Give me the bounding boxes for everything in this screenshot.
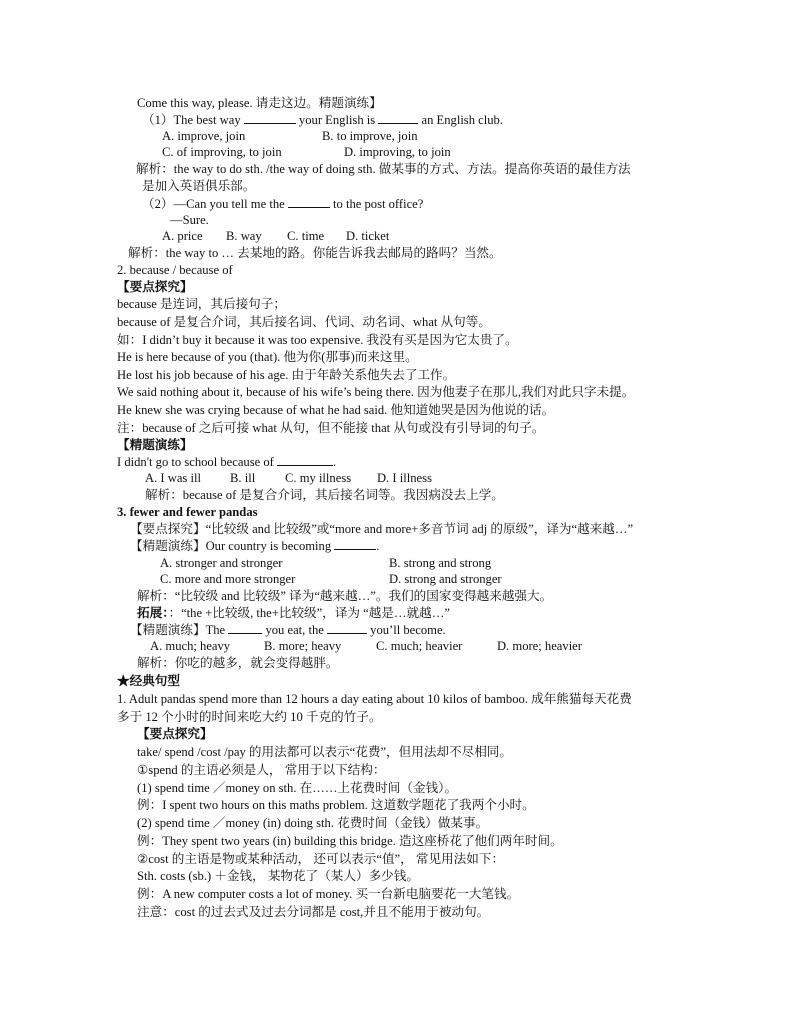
option-a: A. stronger and stronger [160, 556, 283, 570]
option-b: B. more; heavy [264, 639, 342, 653]
text-line: because of 是复合介词，其后接名词、代词、动名词、what 从句等。 [117, 315, 491, 329]
question-4-part-a: 【精题演练】Our country is becoming [130, 539, 335, 553]
analysis-text: 解析：the way to … 去某地的路。你能告诉我去邮局的路吗？当然。 [128, 246, 502, 260]
text-line: 【要点探究】“比较级 and 比较级”或“more and more+多音节词 adj 的原级”，译为“越来越…” [130, 522, 634, 536]
text-line: 多于 12 个小时的时间来吃大约 10 千克的竹子。 [117, 710, 382, 724]
question-5-part-a: 【精题演练】The [130, 623, 229, 637]
section-heading: 2. because / because of [117, 263, 233, 277]
text-line: because 是连词，其后接句子； [117, 297, 286, 311]
question-5-part-b: you eat, the [262, 623, 327, 637]
question-2-part-a: （2）—Can you tell me the [142, 197, 288, 211]
blank-line[interactable] [277, 454, 333, 466]
option-b: B. way [226, 229, 262, 243]
text-line: Sth. costs (sb.) ＋金钱， 某物花了（某人）多少钱。 [137, 869, 419, 883]
option-a: A. I was ill [145, 471, 201, 485]
option-d: D. ticket [346, 229, 390, 243]
extension-line [137, 605, 450, 621]
text-line: (1) spend time ／money on sth. 在……上花费时间（金钱）。 [137, 781, 458, 795]
blank-line[interactable] [244, 112, 296, 124]
example-line: He is here because of you (that). 他为你(那事)而来这里。 [117, 350, 418, 364]
option-c: C. much; heavier [376, 639, 463, 653]
option-c: C. time [287, 229, 325, 243]
analysis-text: 解析：because of 是复合介词，其后接名词等。我因病没去上学。 [145, 488, 504, 502]
text-line: Come this way, please. 请走这边。精题演练】 [137, 96, 382, 110]
option-a: A. much; heavy [150, 639, 231, 653]
text-line: ①spend 的主语必须是人， 常用于以下结构： [137, 763, 386, 777]
question-5-part-c: you’ll become. [367, 623, 446, 637]
blank-line[interactable] [327, 622, 367, 634]
option-d: D. strong and stronger [389, 572, 502, 586]
blank-line[interactable] [334, 538, 376, 550]
question-1-part-c: an English club. [418, 113, 503, 127]
analysis-text: 解析：the way to do sth. /the way of doing sth. 做某事的方式、方法。提高你英语的最佳方法 [136, 162, 631, 176]
text-line: take/ spend /cost /pay 的用法都可以表示“花费”，但用法却不尽相同。 [137, 745, 512, 759]
blank-line[interactable] [288, 196, 330, 208]
question-3 [117, 454, 336, 470]
section-heading: ★经典句型 [117, 674, 180, 688]
question-4-part-b: . [376, 539, 380, 553]
section-label: 【精题演练】 [117, 438, 193, 452]
question-1-part-b: your English is [295, 113, 379, 127]
text-line: 1. Adult pandas spend more than 12 hours a day eating about 10 kilos of bamboo. 成年熊猫每天花费 [117, 692, 632, 706]
option-c: C. more and more stronger [160, 572, 296, 586]
section-heading: 3. fewer and fewer pandas [117, 505, 258, 519]
extension-text: ：“the +比较级, the+比较级”，译为 “越是…就越…” [168, 606, 450, 620]
section-label: 【要点探究】 [137, 727, 213, 741]
example-line: 例：A new computer costs a lot of money. 买一台新电脑要花一大笔钱。 [137, 887, 520, 901]
example-line: He knew she was crying because of what he had said. 他知道她哭是因为他说的话。 [117, 403, 555, 417]
question-1-part-a: （1）The best way [142, 113, 244, 127]
example-line: He lost his job because of his age. 由于年龄关系他失去了工作。 [117, 368, 456, 382]
example-line: 如：I didn’t buy it because it was too expensive. 我没有买是因为它太贵了。 [117, 333, 518, 347]
question-3-part-a: I didn't go to school because of [117, 455, 278, 469]
example-line: 例：I spent two hours on this maths problem. 这道数学题花了我两个小时。 [137, 798, 535, 812]
option-d: D. I illness [377, 471, 432, 485]
question-5 [130, 622, 446, 638]
section-label: 【要点探究】 [117, 280, 193, 294]
text-line: (2) spend time ／money (in) doing sth. 花费时间（金钱）做某事。 [137, 816, 489, 830]
example-line: We said nothing about it, because of his wife’s being there. 因为他妻子在那儿,我们对此只字未提。 [117, 385, 635, 399]
analysis-text: 解析：你吃的越多，就会变得越胖。 [137, 656, 339, 670]
option-b: B. to improve, join [322, 129, 418, 143]
option-a: A. price [162, 229, 203, 243]
question-1 [142, 112, 503, 128]
question-4 [130, 538, 379, 554]
example-line: 例：They spent two years (in) building this bridge. 造这座桥花了他们两年时间。 [137, 834, 563, 848]
text-line: —Sure. [170, 213, 209, 227]
option-b: B. ill [230, 471, 256, 485]
option-b: B. strong and strong [389, 556, 492, 570]
analysis-text: 解析：“比较级 and 比较级” 译为“越来越…”。我们的国家变得越来越强大。 [137, 589, 553, 603]
option-d: D. more; heavier [497, 639, 582, 653]
analysis-text: 是加入英语俱乐部。 [142, 179, 256, 193]
extension-label: 拓展： [137, 606, 169, 620]
question-3-part-b: . [333, 455, 337, 469]
note-line: 注：because of 之后可接 what 从句，但不能接 that 从句或没有引导词的句子。 [117, 421, 545, 435]
option-d: D. improving, to join [344, 145, 451, 159]
option-c: C. my illness [285, 471, 352, 485]
blank-line[interactable] [228, 622, 262, 634]
question-2-part-b: to the post office? [329, 197, 424, 211]
option-a: A. improve, join [162, 129, 246, 143]
question-2 [142, 196, 423, 212]
note-line: 注意：cost 的过去式及过去分词都是 cost,并且不能用于被动句。 [137, 905, 490, 919]
blank-line[interactable] [378, 112, 418, 124]
text-line: ②cost 的主语是物或某种活动， 还可以表示“值”， 常见用法如下： [137, 852, 505, 866]
option-c: C. of improving, to join [162, 145, 282, 159]
